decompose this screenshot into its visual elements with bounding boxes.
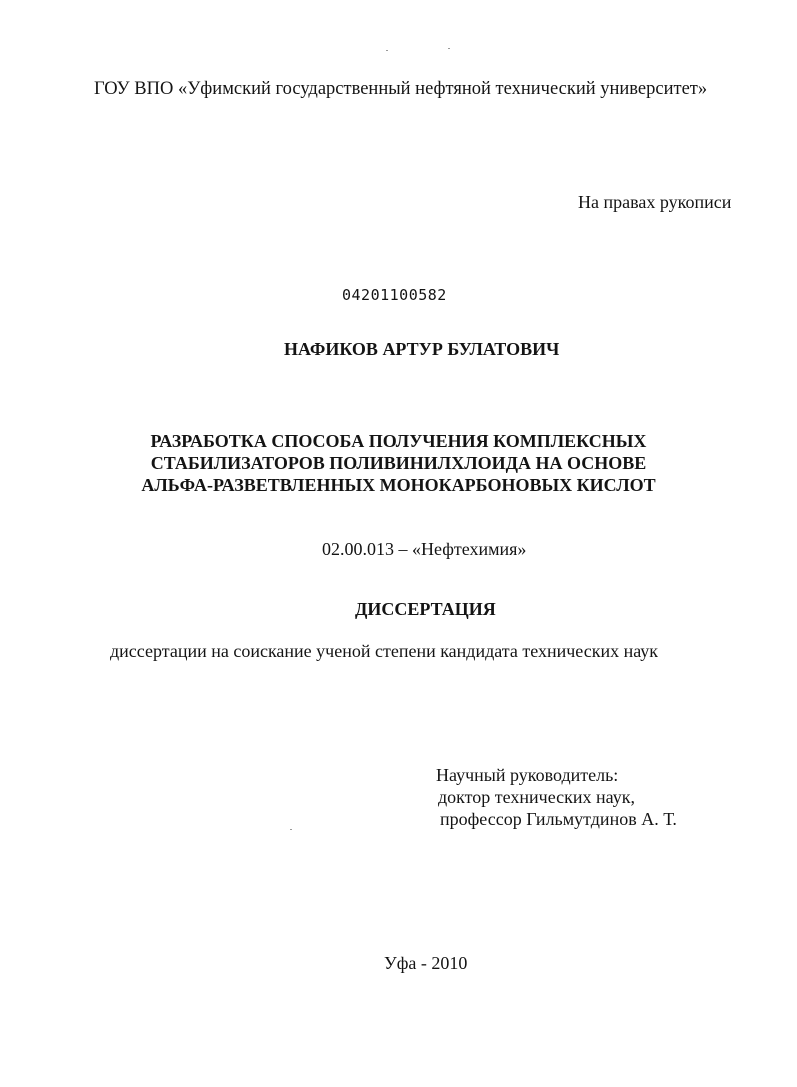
scan-speck [448, 48, 450, 49]
advisor-degree: доктор технических наук, [438, 787, 635, 807]
manuscript-note: На правах рукописи [578, 192, 732, 212]
scan-speck [386, 50, 388, 51]
scan-speck [290, 829, 292, 830]
author-name: НАФИКОВ АРТУР БУЛАТОВИЧ [284, 339, 560, 359]
advisor-label: Научный руководитель: [436, 765, 619, 785]
catalog-number: 04201100582 [342, 286, 447, 304]
title-line: АЛЬФА-РАЗВЕТВЛЕННЫХ МОНОКАРБОНОВЫХ КИСЛОТ [141, 475, 656, 495]
degree-line: диссертации на соискание ученой степени кандидата технических наук [110, 641, 659, 661]
document-type: ДИССЕРТАЦИЯ [355, 599, 496, 619]
city-year: Уфа - 2010 [384, 953, 468, 973]
title-line: СТАБИЛИЗАТОРОВ ПОЛИВИНИЛХЛОИДА НА ОСНОВЕ [150, 453, 647, 473]
institution-header: ГОУ ВПО «Уфимский государственный нефтяной технический университет» [94, 79, 708, 99]
specialty-code: 02.00.013 – «Нефтехимия» [322, 539, 527, 559]
advisor-name: профессор Гильмутдинов А. Т. [440, 809, 677, 829]
title-line: РАЗРАБОТКА СПОСОБА ПОЛУЧЕНИЯ КОМПЛЕКСНЫХ [150, 431, 647, 451]
